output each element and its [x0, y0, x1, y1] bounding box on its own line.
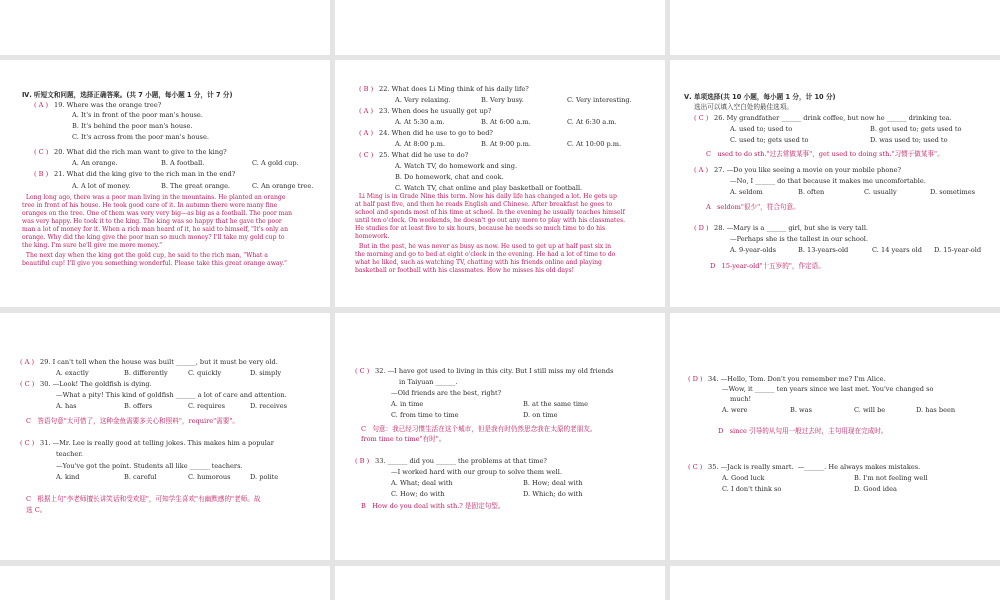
answer-mark: ( B ) [355, 457, 370, 465]
option-b: B. offers [124, 402, 153, 410]
slide-bottom-middle [335, 566, 665, 600]
explanation: A seldom"很少"，符合句意。 [706, 203, 800, 211]
option-b: B. It's behind the poor man's house. [72, 122, 193, 130]
explanation: C 根据上句"李老师擅长讲笑话和受欢迎"，可知学生喜欢"有幽默感的"老师。故 [26, 495, 261, 503]
option-c: C. At 6:30 a.m. [567, 118, 617, 126]
option-a: A. has [56, 402, 77, 410]
question-text: in Taiyuan ______. [399, 378, 458, 386]
question-text: 27. —Do you like seeing a movie on your mobile phone? [714, 166, 902, 174]
passage-line: the morning and go to bed at eight o'clock in the evening. He had a lot of time to do [355, 251, 616, 258]
option-c: C. used to; gets used to [730, 136, 809, 144]
option-a: A. were [722, 406, 748, 414]
passage-line: tree in front of his house. He took good care of it. In autumn there were many fine [22, 202, 278, 209]
answer-mark: ( A ) [359, 129, 374, 137]
answer-mark: ( B ) [34, 170, 49, 178]
section-title: Ⅳ. 听短文和问题，选择正确答案。(共 7 小题，每小题 1 分，计 7 分) [22, 91, 233, 99]
explanation: C 答语句意"太可惜了，这种金鱼需要多关心和照料"，require"需要"。 [26, 417, 239, 425]
slide-choice-29-31 [0, 313, 330, 560]
question-text: 23. When does he usually get up? [379, 107, 492, 115]
answer-mark: ( B ) [359, 85, 374, 93]
option-b: B. at the same time [523, 400, 589, 408]
option-a: A. 9-year-olds [730, 246, 776, 254]
option-d: D. receives [250, 402, 288, 410]
slide-choice-32-33 [335, 313, 665, 560]
answer-mark: ( C ) [355, 367, 370, 375]
option-c: C. How; do with [391, 490, 445, 498]
answer-mark: ( C ) [20, 439, 35, 447]
passage-line: Li Ming is in Grade Nine this term. Now his daily life has changed a lot. He gets up [355, 193, 617, 200]
option-a: A. At 5:30 a.m. [395, 118, 445, 126]
explanation: D 15-year-old"十五岁的"，作定语。 [710, 262, 825, 270]
answer-mark: ( C ) [694, 114, 709, 122]
option-d: D. sometimes [930, 188, 976, 196]
passage-line: the king. I'm sure he'll give me more money." [22, 242, 163, 249]
passage-line: beautiful cup! I'll give you something wonderful. Please take this great orange away." [22, 260, 287, 267]
explanation: D since 引导的从句用一般过去时，主句用现在完成时。 [718, 427, 888, 435]
slide-bottom-left [0, 566, 330, 600]
passage-line: at half past five, and then he reads English and Chinese. After breakfast he goes to [355, 201, 613, 208]
answer-mark: ( A ) [359, 107, 374, 115]
option-b: B. careful [124, 473, 157, 481]
passage-line: was very happy. He took it to the king. The king was so happy that he gave the poor [22, 218, 282, 225]
answer-mark: ( C ) [20, 380, 35, 388]
question-text: 30. —Look! The goldfish is dying. [40, 380, 152, 388]
option-d: D. simply [250, 369, 282, 377]
slide-bottom-right [670, 566, 1000, 600]
answer-mark: ( D ) [688, 375, 703, 383]
option-a: A. Good luck [722, 474, 765, 482]
option-a: A. used to; used to [730, 125, 793, 133]
question-text: 26. My grandfather ______ drink coffee, but now he ______ drinking tea. [714, 114, 952, 122]
option-b: B. Very busy. [481, 96, 524, 104]
question-text: 20. What did the rich man want to give to the king? [54, 148, 227, 156]
question-text: 24. When did he use to go to bed? [379, 129, 493, 137]
question-text: 34. —Hello, Tom. Don't you remember me? I'm Alice. [708, 375, 886, 383]
passage-line: what he liked, such as watching TV, chatting with his friends online and playing [355, 259, 602, 266]
question-text: 33. ______ did you ______ the problems at that time? [375, 457, 547, 465]
answer-mark: ( A ) [20, 358, 35, 366]
option-b: B. often [798, 188, 825, 196]
answer-mark: ( C ) [34, 148, 49, 156]
option-c: C. will be [854, 406, 886, 414]
option-b: B. At 9:00 p.m. [481, 140, 531, 148]
passage-line: The next day when the king got the gold cup, he said to the rich man, "What a [22, 252, 268, 259]
option-c: C. Very interesting. [567, 96, 632, 104]
explanation: B How do you deal with sth.? 是固定句型。 [361, 502, 505, 510]
option-d: D. polite [250, 473, 279, 481]
passage-line: orange. Why did the king give the poor man so much money? I'll take my gold cup to [22, 234, 285, 241]
question-text: —What a pity! This kind of goldfish ______ a lot of care and attention. [56, 391, 287, 399]
explanation: C 句意：我已经习惯生活在这个城市，但是我有时仍然思念我在太原的老朋友。 [361, 425, 597, 433]
passage-line: until ten o'clock. On weekends, he doesn't go out any more to play with his classmates. [355, 217, 626, 224]
option-a: A. exactly [56, 369, 89, 377]
question-text: 29. I can't tell when the house was built ______, but it must be very old. [40, 358, 278, 366]
option-a: A. What; deal with [391, 479, 453, 487]
option-a: A. in time [391, 400, 424, 408]
option-a: A. At 8:00 p.m. [395, 140, 445, 148]
option-c: C. quickly [188, 369, 222, 377]
slide-choice-26-28 [670, 60, 1000, 307]
passage-line: man a lot of money for it. When a rich man heard of it, he said to himself, "It's only an [22, 226, 288, 233]
option-b: B. At 6:00 a.m. [481, 118, 531, 126]
passage-line: homework. [355, 233, 390, 240]
answer-mark: ( C ) [359, 151, 374, 159]
passage-line: school and spends most of his time at school. In the evening he usually teaches himself [355, 209, 625, 216]
question-text: —Perhaps she is the tallest in our school. [730, 235, 868, 243]
option-b: B. was [790, 406, 812, 414]
option-d: D. on time [523, 411, 558, 419]
question-text: teacher. [56, 450, 83, 458]
explanation: 选 C。 [26, 506, 47, 514]
option-a: A. Watch TV, do homework and sing. [395, 162, 518, 170]
question-text: 19. Where was the orange tree? [54, 101, 162, 109]
option-a: A. It's in front of the poor man's house. [72, 111, 203, 119]
slide-listening-19-21 [0, 60, 330, 307]
question-text: 35. —Jack is really smart. —______. He always makes mistakes. [708, 463, 921, 471]
option-c: C. It's across from the poor man's house. [72, 133, 209, 141]
option-d: D. Good idea [854, 485, 897, 493]
answer-mark: ( D ) [694, 224, 709, 232]
passage-line: But in the past, he was never as busy as now. He used to get up at half past six in [355, 243, 612, 250]
question-text: 32. —I have got used to living in this city. But I still miss my old friends [375, 367, 614, 375]
question-text: —Old friends are the best, right? [391, 389, 502, 397]
option-d: D. Which; do with [523, 490, 583, 498]
section-title: Ⅴ. 单项选择(共 10 小题，每小题 1 分，计 10 分) [684, 93, 836, 101]
question-text: 22. What does Li Ming think of his daily life? [379, 85, 529, 93]
answer-mark: ( A ) [694, 166, 709, 174]
option-c: C. A gold cup. [252, 159, 299, 167]
answer-mark: ( C ) [688, 463, 703, 471]
passage-line: oranges on the tree. One of them was very very big—as big as a football. The poor man [22, 210, 293, 217]
question-text: —I worked hard with our group to solve them well. [391, 468, 562, 476]
option-a: A. An orange. [72, 159, 118, 167]
passage-line: He studies for at least five to six hours, because he needs so much time to do his [355, 225, 606, 232]
passage-line: basketball or football with his classmates. How he misses his old days! [355, 267, 575, 274]
option-a: A. A lot of money. [72, 182, 131, 190]
question-text: —No, I ______ do that because it makes me uncomfortable. [730, 177, 926, 185]
option-b: B. 13-years-old [798, 246, 849, 254]
option-c: C. I don't think so [722, 485, 782, 493]
question-text: 25. What did he use to do? [379, 151, 469, 159]
explanation: from time to time"有时"。 [361, 435, 446, 443]
slide-top-right [670, 0, 1000, 55]
question-text: much! [730, 395, 752, 403]
section-subtitle: 选出可以填入空白处的最佳选项。 [694, 103, 793, 111]
option-b: B. How; deal with [523, 479, 583, 487]
option-c: C. humorous [188, 473, 231, 481]
option-d: D. was used to; used to [870, 136, 948, 144]
slide-top-middle [335, 0, 665, 55]
option-c: C. Watch TV, chat online and play basketball or football. [395, 184, 583, 192]
explanation: C used to do sth."过去常做某事"，get used to doing sth."习惯于做某事"。 [706, 150, 944, 158]
question-text: —You've got the point. Students all like ______ teachers. [56, 462, 243, 470]
option-c: C. requires [188, 402, 226, 410]
option-b: B. A football. [161, 159, 205, 167]
option-a: A. Very relaxing. [395, 96, 451, 104]
question-text: 28. —Mary is a ______ girl, but she is very tall. [714, 224, 869, 232]
option-d: D. 15-year-old [934, 246, 982, 254]
slide-top-left [0, 0, 330, 55]
option-c: C. 14 years old [872, 246, 922, 254]
option-a: A. seldom [730, 188, 763, 196]
option-b: B. Do homework, chat and cook. [395, 173, 504, 181]
option-d: D. has been [916, 406, 956, 414]
option-c: C. An orange tree. [252, 182, 314, 190]
slide-listening-22-25 [335, 60, 665, 307]
option-c: C. usually [864, 188, 897, 196]
option-c: C. At 10:00 p.m. [567, 140, 622, 148]
option-c: C. from time to time [391, 411, 459, 419]
option-b: B. differently [124, 369, 168, 377]
question-text: 31. —Mr. Lee is really good at telling jokes. This makes him a popular [40, 439, 274, 447]
option-b: B. got used to; gets used to [870, 125, 962, 133]
slide-choice-34-35 [670, 313, 1000, 560]
question-text: —Wow, it ______ ten years since we last met. You've changed so [722, 385, 934, 393]
answer-mark: ( A ) [34, 101, 49, 109]
option-b: B. The great orange. [161, 182, 231, 190]
question-text: 21. What did the king give to the rich man in the end? [54, 170, 236, 178]
option-a: A. kind [56, 473, 80, 481]
passage-line: Long long ago, there was a poor man living in the mountains. He planted an orange [22, 194, 286, 201]
option-b: B. I'm not feeling well [854, 474, 928, 482]
